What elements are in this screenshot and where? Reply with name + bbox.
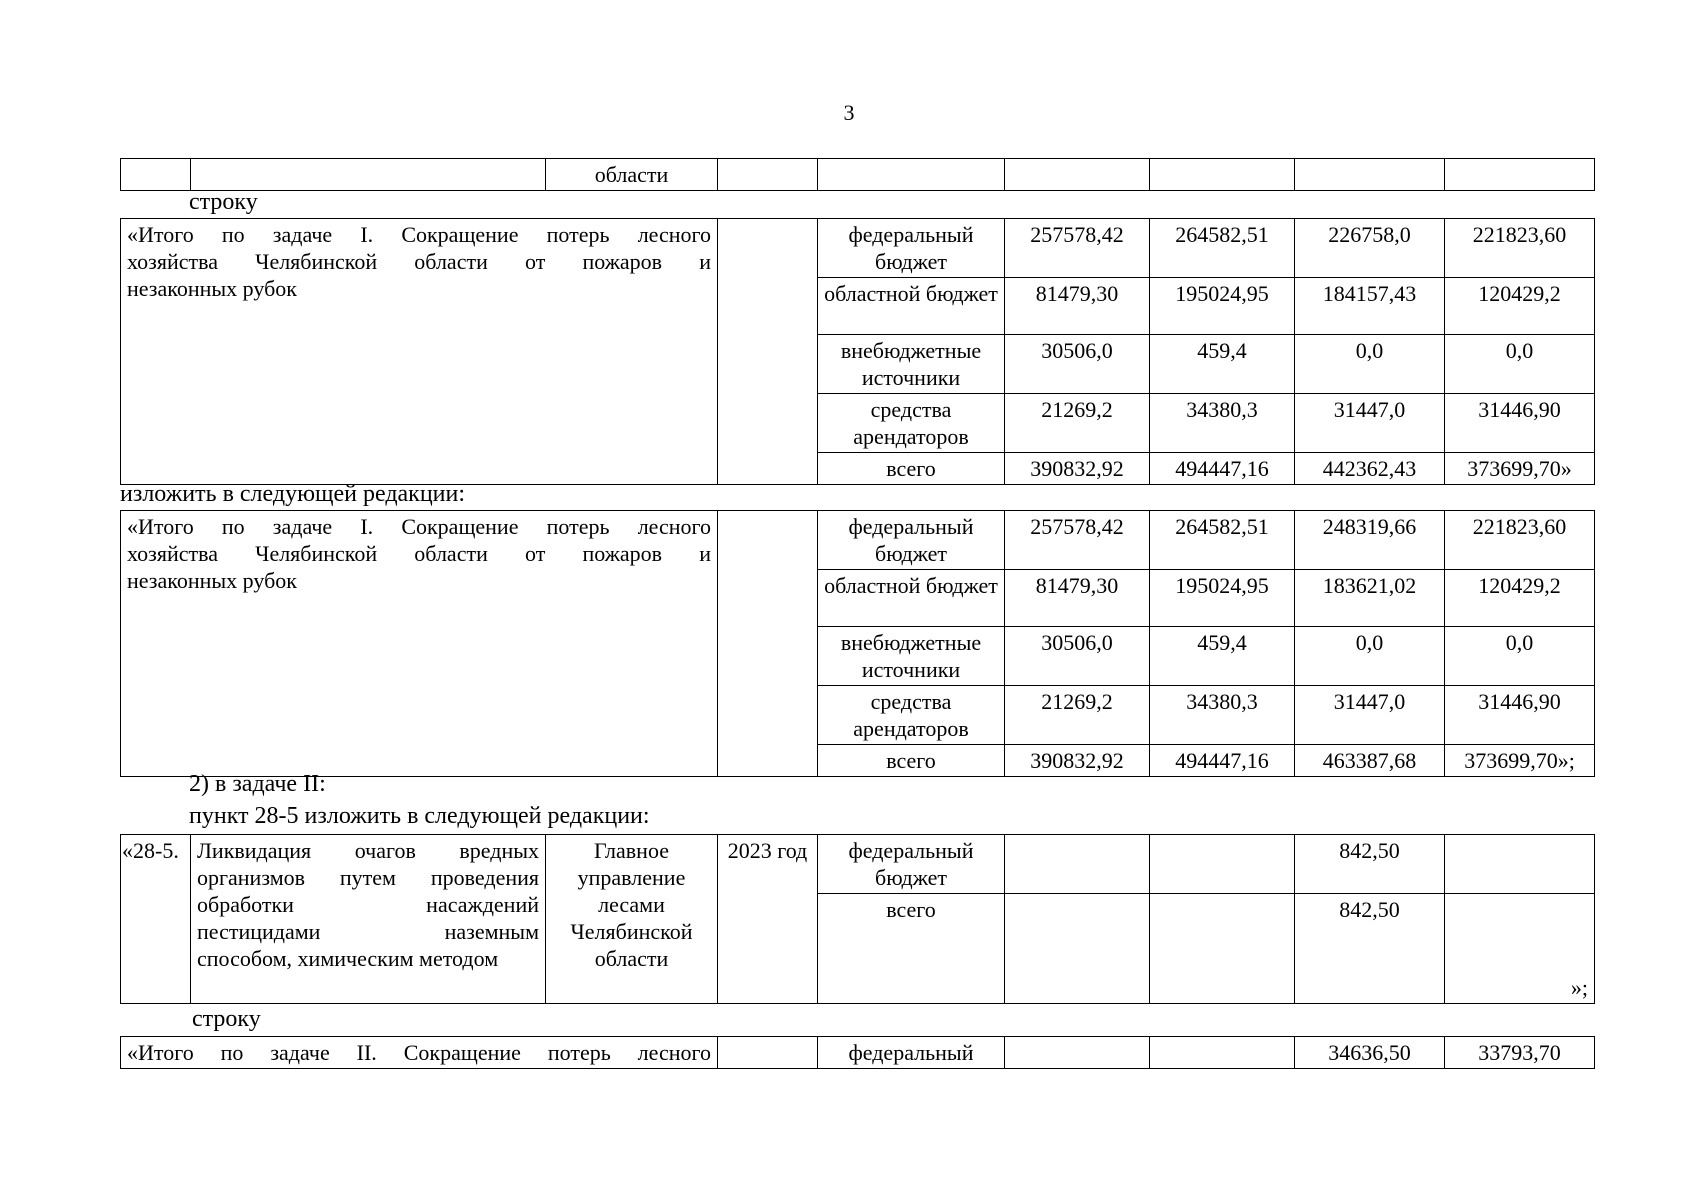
source-cell: федеральный [818,1037,1005,1069]
new-total-title: «Итого по задаче I. Сокращение потерь лесного хозяйства Челябинской области от пожаров и незаконных рубок [121,511,718,777]
value-cell: 183621,02 [1295,570,1445,627]
value-cell: 257578,42 [1005,219,1150,278]
value-cell: 494447,16 [1150,745,1295,777]
value-cell: 21269,2 [1005,394,1150,453]
value-cell: 842,50 [1295,835,1445,894]
value-cell: 81479,30 [1005,570,1150,627]
value-cell: 459,4 [1150,335,1295,394]
value-cell: 264582,51 [1150,511,1295,570]
value-cell: 184157,43 [1295,278,1445,335]
old-total-table [120,218,1595,485]
bottom-table-fragment [120,1036,1595,1069]
value-cell: 30506,0 [1005,627,1150,686]
source-cell: средства арендаторов [818,686,1005,745]
value-cell: 0,0 [1295,627,1445,686]
value-cell: 463387,68 [1295,745,1445,777]
top-table-fragment [120,158,1595,191]
item-executor: Главное управление лесами Челябинской области [546,835,718,1004]
value-cell: 226758,0 [1295,219,1445,278]
value-cell: 248319,66 [1295,511,1445,570]
value-cell: 195024,95 [1150,570,1295,627]
item-year: 2023 год [718,835,818,1004]
source-cell: внебюджетные источники [818,627,1005,686]
value-cell: 21269,2 [1005,686,1150,745]
old-total-title: «Итого по задаче I. Сокращение потерь лесного хозяйства Челябинской области от пожаров и незаконных рубок [121,219,718,485]
source-cell: внебюджетные источники [818,335,1005,394]
value-cell: 34380,3 [1150,686,1295,745]
page-number: 3 [843,100,855,125]
value-cell: 31447,0 [1295,394,1445,453]
source-cell: федеральный бюджет [818,511,1005,570]
value-cell: 390832,92 [1005,745,1150,777]
source-cell: федеральный бюджет [818,835,1005,894]
value-cell: 264582,51 [1150,219,1295,278]
source-cell: федеральный бюджет [818,219,1005,278]
closing-quote: »; [1445,894,1595,1004]
value-cell: 33793,70 [1445,1037,1595,1069]
value-cell: 459,4 [1150,627,1295,686]
value-cell: 442362,43 [1295,453,1445,485]
value-cell: 221823,60 [1445,219,1595,278]
value-cell: 257578,42 [1005,511,1150,570]
value-cell: 34636,50 [1295,1037,1445,1069]
label-point-28-5: пункт 28-5 изложить в следующей редакции: [189,803,650,829]
source-cell: областной бюджет [818,570,1005,627]
value-cell: 0,0 [1445,335,1595,394]
value-cell: 842,50 [1295,894,1445,1004]
value-cell: 81479,30 [1005,278,1150,335]
label-stroku-1: строку [189,189,258,215]
value-cell: 31446,90 [1445,686,1595,745]
item-number: «28-5. [121,835,191,1004]
value-cell: 195024,95 [1150,278,1295,335]
value-cell: 221823,60 [1445,511,1595,570]
source-cell: всего [818,894,1005,1004]
value-cell: 373699,70»; [1445,745,1595,777]
value-cell: 120429,2 [1445,570,1595,627]
label-task2: 2) в задаче II: [189,771,326,797]
source-cell: всего [818,745,1005,777]
source-cell: областной бюджет [818,278,1005,335]
source-cell: средства арендаторов [818,394,1005,453]
value-cell: 31446,90 [1445,394,1595,453]
value-cell: 0,0 [1445,627,1595,686]
new-total-table [120,510,1595,777]
item-28-5-table [120,834,1595,1004]
item-description: Ликвидация очагов вредных организмов путем проведения обработки насаждений пестицидами наземным способом, химическим методом [191,835,546,1004]
value-cell: 0,0 [1295,335,1445,394]
value-cell: 31447,0 [1295,686,1445,745]
top-row-text: области [546,159,718,191]
value-cell: 120429,2 [1445,278,1595,335]
value-cell: 34380,3 [1150,394,1295,453]
value-cell: 30506,0 [1005,335,1150,394]
label-stroku-2: строку [192,1006,261,1032]
bottom-row-title: «Итого по задаче II. Сокращение потерь лесного [121,1037,718,1069]
value-cell: 494447,16 [1150,453,1295,485]
source-cell: всего [818,453,1005,485]
value-cell: 373699,70» [1445,453,1595,485]
value-cell: 390832,92 [1005,453,1150,485]
label-new-edition: изложить в следующей редакции: [120,481,466,507]
